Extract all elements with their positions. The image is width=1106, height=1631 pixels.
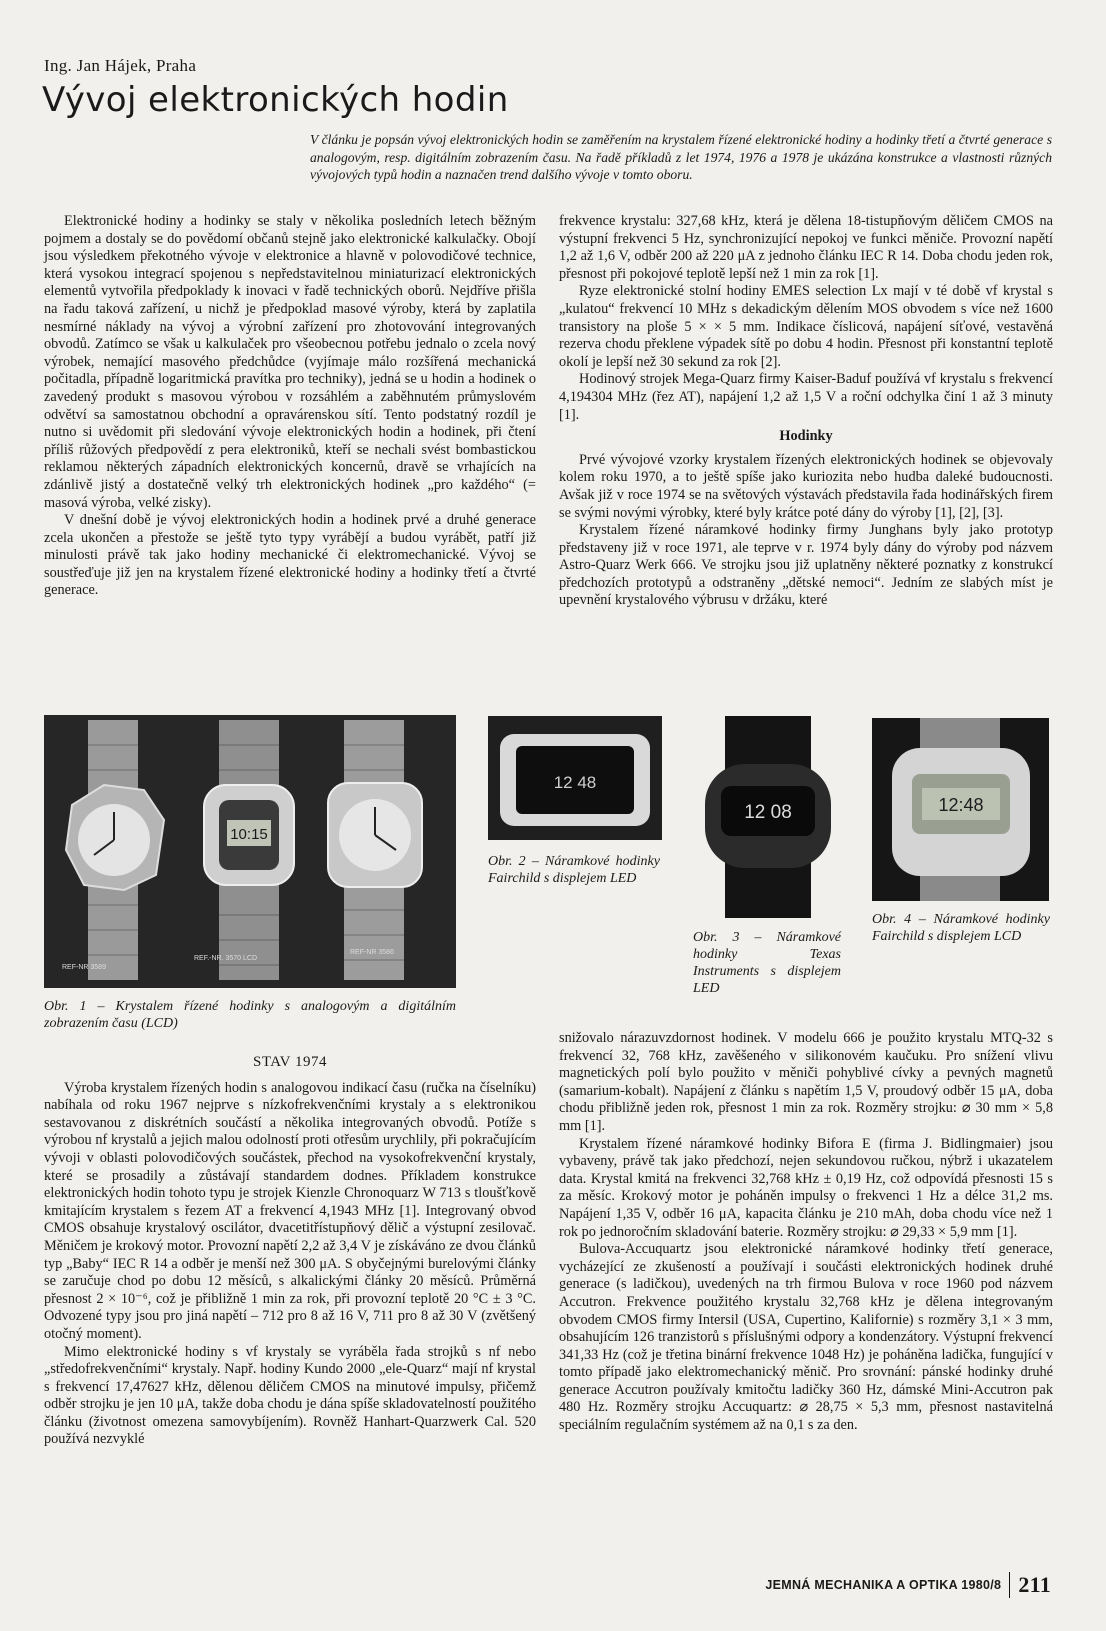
fairchild-lcd-watch xyxy=(872,718,1049,901)
paragraph: Mimo elektronické hodiny s vf krystaly se vyráběla řada strojků s nf nebo „středofrekvenčními“ krystaly. Např. hodiny Kundo 2000 „ele-Quarz“ mají nf krystal s frekvencí 17,47627 kHz, dělenou děličem CMOS na minutové impulsy, přičemž odběr strojku je jen 10 μA, takže doba chodu je dána spíše skladovatelností použitého článku (životnost omezena samovybíjením). Rovněž Hanhart-Quarzwerk Cal. 520 používá nezvyklé xyxy=(44,1343,536,1448)
section-heading-stav-1974: STAV 1974 xyxy=(252,1054,327,1070)
paragraph: Výroba krystalem řízených hodin s analogovou indikací času (ručka na číselníku) nabíhala od roku 1967 nejprve s nízkofrekvenčními krystaly a s elektronikou sestavovanou z diskrétních součástí a několika integrovaných obvodů. Potíže s výrobou nf krystalů a jejich malou odolností proti otřesům urychlily, při pokračujícím vývoji v oblasti polovodičových součástek, přechod na vysokofrekvenční krystaly, které se prosadily a zůstávají standardem dodnes. Příkladem konstrukce elektronických hodin tohoto typu je strojek Kienzle Chronoquarz W 713 s tloušťkově kmitajícím krystalem s řezem AT a frekvencí 4,1943 MHz [1]. Integrovaný obvod CMOS obsahuje krystalový oscilátor, dvacetitřístupňový dělič a výstupní zesilovač. Měničem je krokový motor. Provozní napětí 2,2 až 3,4 V je získáváno ze dvou článků typ „Baby“ IEC R 14 a odběr je menší než 300 μA. S obyčejnými burelovými články se zaručuje chod po dobu 12 měsíců, s alkalickými články 20 měsíců. Průměrná přesnost 2 × 10⁻⁶, což je přibližně 1 min za rok, při provozní teplotě 20 °C ± 3 °C. Odvozené typy jsou pro jiná napětí – 712 pro 8 až 16 V, 711 pro 8 až 30 V (zvětšený otočný moment). xyxy=(44,1079,536,1342)
figure-3-photo xyxy=(697,716,839,918)
abstract: V článku je popsán vývoj elektronických hodin se zaměřením na krystalem řízené elektronické hodiny a hodinky třetí a čtvrté generace s analogovým, resp. digitálním zobrazením času. Na řadě příkladů z let 1974, 1976 a 1978 je ukázána konstrukce a vlastnosti různých vývojových typů hodin a naznačen trend dalšího vývoje v tomto oboru. xyxy=(310,132,1052,182)
figure-4-photo xyxy=(872,718,1049,901)
figure-1-photo xyxy=(44,715,456,988)
section-heading-hodinky: Hodinky xyxy=(779,428,833,445)
column-1 xyxy=(44,213,536,600)
paragraph: Krystalem řízené náramkové hodinky Bifora E (firma J. Bidlingmaier) jsou vybaveny, právě tak jako předchozí, nejen sekundovou ručkou, nýbrž i ukazatelem data. Krystal kmitá na frekvenci 32,768 kHz ± 0,19 Hz, což odpovídá přesnosti 15 s za měsíc. Krokový motor je poháněn impulsy o frekvenci 1 Hz a délce 31,2 ms. Napájení 1,35 V, odběr 16 μA, kapacita článku je 210 mAh, doba chodu více než 1 rok po jednoročním skladování baterie. Rozměry strojku: ⌀ 29,33 × 5,9 mm [1]. xyxy=(559,1135,1053,1240)
article-title: Vývoj elektronických hodin xyxy=(42,80,509,120)
paragraph: Ryze elektronické stolní hodiny EMES selection Lx mají v té době vf krystal s „kulatou“ frekvencí 10 MHz s dekadickým dělením MOS obvodem s více než 1600 transistory na ploše 5 × × 5 mm. Indikace číslicová, napájení síťové, vestavěná rezerva chodu překlene výpadek sítě po dobu 4 hodin. Přesnost při konstantní teplotě okolí je lepší než 30 sekund za rok [2]. xyxy=(559,283,1053,370)
paragraph: Krystalem řízené náramkové hodinky firmy Junghans byly jako prototyp představeny již v roce 1971, ale teprve v r. 1974 byly dány do výroby pod názvem Astro-Quarz Werk 666. Ve strojku jsou již uplatněny některé poznatky z konstrukcí předchozích prototypů a odstraněny „dětské nemoci“. Jedním ze slabých míst je upevnění krystalového výbrusu v držáku, které xyxy=(559,522,1053,609)
ref-label-3: REF-NR 3586 xyxy=(350,949,394,956)
page-footer xyxy=(765,1572,1051,1598)
led-readout: 12 48 xyxy=(553,773,597,792)
journal-name: JEMNÁ MECHANIKA A OPTIKA 1980/8 xyxy=(765,1578,1002,1592)
ref-label-1: REF-NR 3589 xyxy=(62,964,106,971)
column-4 xyxy=(559,1030,1053,1435)
lcd-readout: 10:15 xyxy=(230,826,268,843)
figure-2-caption: Obr. 2 – Náramkové hodinky Fairchild s displejem LED xyxy=(488,854,660,886)
figure-1-caption: Obr. 1 – Krystalem řízené hodinky s analogovým a digitálním zobrazením času (LCD) xyxy=(44,999,456,1031)
figure-3-caption: Obr. 3 – Náramkové hodinky Texas Instruments s displejem LED xyxy=(693,930,841,996)
lcd-readout: 12:48 xyxy=(938,795,984,815)
paragraph: Bulova-Accuquartz jsou elektronické náramkové hodinky třetí generace, vycházející ze zkušeností a používají i součásti elektronických hodinek druhé generace (s ladičkou), uvedených na trh firmou Bulova v roce 1960 pod názvem Accutron. Frekvence použitého krystalu 32,768 kHz je dělena integrovaným obvodem CMOS firmy Intersil (USA, Cupertino, Kalifornie) s rozměry 3,1 × 3 mm, obsahujícím 126 tranzistorů s příslušnými odpory a kondenzátory. Výstupní frekvencí 341,33 Hz (což je třetina binární frekvence 1048 Hz) je poháněna ladička, fungující v tomto případě jako elektromechanický měnič. Pro srovnání: pánské hodinky druhé generace Accutron používaly kmitočtu ladičky 360 Hz, dámské Mini-Accutron pak 480 Hz. Rozměry strojku Accuquartz: ⌀ 28,75 × 5,3 mm, přesnost nastavitelná speciálním regulačním systémem až na 0,1 s za den. xyxy=(559,1241,1053,1434)
texas-instruments-led-watch xyxy=(697,716,839,918)
three-watches-illustration xyxy=(44,715,456,988)
ref-label-2: REF.-NR. 3570 LCD xyxy=(194,955,258,962)
paragraph: Prvé vývojové vzorky krystalem řízených elektronických hodinek se objevovaly kolem roku 1970, a to ještě spíše jako kuriozita nebo hudba daleké budoucnosti. Avšak již v roce 1974 se na světových výstavách představila řada hodinářských firem se svými novými výrobky, které byly krátce poté dány do výroby [1], [2], [3]. xyxy=(559,451,1053,521)
author-line: Ing. Jan Hájek, Praha xyxy=(44,56,197,75)
figure-4-caption: Obr. 4 – Náramkové hodinky Fairchild s displejem LCD xyxy=(872,912,1050,944)
paragraph: snižovalo nárazuvzdornost hodinek. V modelu 666 je použito krystalu MTQ-32 s frekvencí 32, 768 kHz, zavěšeného v silikonovém kaučuku. Pro snížení vlivu magnetických polí bylo použito v měniči pohyblivé cívky a pevných magnetů (samarium-kobalt). Napájení z článku s napětím 1,5 V, proudový odběr 15 μA, doba chodu přibližně jeden rok, přesnost 1 min za rok. Rozměry strojku: ⌀ 30 mm × 5,8 mm [1]. xyxy=(559,1030,1053,1134)
fairchild-led-watch xyxy=(488,716,662,840)
footer-divider xyxy=(1009,1572,1010,1598)
led-readout: 12 08 xyxy=(744,802,792,823)
figure-2-photo xyxy=(488,716,662,840)
column-2 xyxy=(559,213,1053,610)
paragraph: V dnešní době je vývoj elektronických hodin a hodinek prvé a druhé generace zcela ukončen a přestože se ještě tyto typy vyrábějí a budou vyrábět, patří již minulosti právě tak jako hodiny mechanické či elektromechanické. Vývoj se soustřeďuje již jen na krystalem řízené elektronické hodiny a hodinky třetí a čtvrté generace. xyxy=(44,512,536,599)
paragraph: Hodinový strojek Mega-Quarz firmy Kaiser-Baduf používá vf krystalu s frekvencí 4,194304 MHz (řez AT), napájení 1,2 až 1,5 V a roční odchylka činí 1 až 3 minuty [1]. xyxy=(559,371,1053,423)
page-number: 211 xyxy=(1018,1572,1051,1597)
column-3 xyxy=(44,1052,536,1449)
paragraph: frekvence krystalu: 327,68 kHz, která je dělena 18-tistupňovým děličem CMOS na výstupní frekvenci 5 Hz, synchronizující nepokoj ve funkci měniče. Provozní napětí 1,2 až 1,6 V, odběr 200 až 220 μA z jednoho článku IEC R 14. Doba chodu jeden rok, přesnost při pokojové teplotě lepší než 1 min za rok [1]. xyxy=(559,213,1053,282)
paragraph: Elektronické hodiny a hodinky se staly v několika posledních letech běžným pojmem a dostaly se do povědomí občanů stejně jako elektronické kalkulačky. Obojí jsou výsledkem překotného vývoje v elektronice a hlavně v polovodičové technice, která vysokou integrací spojenou s nepředstavitelnou miniaturizací elektronických elementů vytvořila předpoklady k inovaci v řadě technických oborů. Nejdříve přišla na řadu taková zařízení, u nichž je předpoklad masové výroby, která by zaplatila nesmírné náklady na vývoj a výrobní zařízení pro zhotovování integrovaných obvodů. Zatímco se však u kalkulaček pro všeobecnou potřebu jednalo o zcela nový výrobek, nemající masového předchůdce (vyjímaje málo rozšířená mechanická počitadla, případně logaritmická pravítka pro techniky), jedná se u hodin a hodinek o zavedený produkt s masovou výrobou v rozsáhlém a zaběhnutém průmyslovém odvětví sa samostatnou obchodní a opravárenskou sítí. Tento podstatný rozdíl je nutno si uvědomit při sledování vývoje elektronických hodin a hodinek, při čtení příliš růžových předpovědí z pera elektroniků, kteří se nechali svést bombastickou reklamou některých západních elektronických koncernů, dravě se vrhajících na zdánlivě jistý a dostatečně velký trh elektronických hodinek „pro každého“ (= masová výroba, velké zisky). xyxy=(44,213,536,511)
